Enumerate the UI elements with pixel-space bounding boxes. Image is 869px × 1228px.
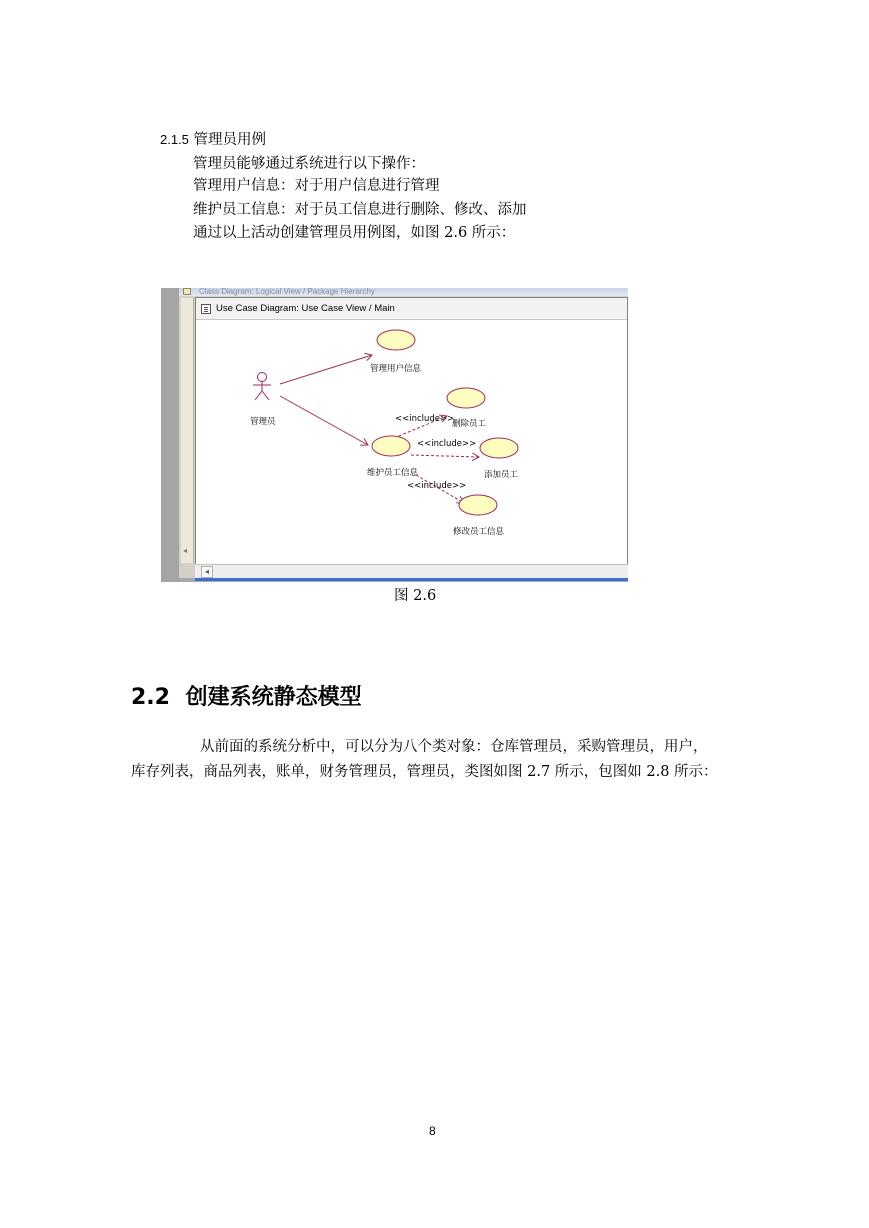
include-label: <<include>>	[407, 481, 467, 491]
include-label: <<include>>	[417, 439, 477, 449]
use-case-label: 管理用户信息	[370, 364, 422, 374]
class-diagram-icon	[183, 288, 191, 295]
use-case-add-staff[interactable]	[480, 438, 518, 458]
horizontal-scrollbar[interactable]	[195, 564, 628, 579]
section-heading	[131, 680, 362, 711]
association-line	[280, 396, 368, 445]
window-title-bar	[196, 298, 627, 320]
figure-screenshot	[161, 288, 628, 582]
paragraph-line: 库存列表，商品列表，账单，财务管理员，管理员，类图如图 2.7 所示，包图如 2.8 所示：	[131, 764, 718, 780]
taskbar-edge	[195, 578, 628, 581]
scroll-left-icon[interactable]: ◂	[201, 566, 213, 578]
figure-caption-text: 图 2.6	[394, 588, 437, 604]
window-title: Use Case Diagram: Use Case View / Main	[216, 303, 395, 314]
use-case-maintain-staff[interactable]	[372, 436, 410, 456]
page-number: 8	[429, 1124, 436, 1138]
use-case-manage-user[interactable]	[377, 330, 415, 350]
paragraph-line: 管理用户信息：对于用户信息进行管理	[193, 178, 440, 194]
diagram-icon	[201, 304, 211, 314]
use-case-label: 修改员工信息	[453, 527, 505, 537]
paragraph-line: 维护员工信息：对于员工信息进行删除、修改、添加	[193, 202, 527, 218]
screenshot-left-panel	[161, 288, 179, 582]
subsection-heading	[160, 128, 266, 152]
background-window-title	[179, 288, 628, 296]
actor-figure[interactable]	[253, 373, 271, 401]
background-window-title-text: Class Diagram: Logical View / Package Hierarchy	[199, 288, 375, 296]
figure-caption	[394, 584, 436, 608]
use-case-label: 维护员工信息	[367, 468, 419, 478]
background-scrollbar[interactable]	[181, 298, 194, 563]
actor-label: 管理员	[250, 417, 276, 427]
use-case-diagram-window	[195, 297, 628, 574]
use-case-diagram	[196, 320, 628, 574]
section-title: 创建系统静态模型	[185, 685, 362, 710]
include-label: <<include>>	[395, 414, 455, 424]
section-number: 2.2	[131, 685, 170, 710]
paragraph-line: 从前面的系统分析中，可以分为八个类对象：仓库管理员，采购管理员，用户，	[200, 739, 708, 755]
paragraph-line: 管理员能够通过系统进行以下操作：	[193, 156, 425, 172]
scroll-left-arrow-icon[interactable]: ◂	[183, 546, 188, 555]
association-line	[280, 355, 372, 384]
include-line	[411, 455, 479, 457]
use-case-label: 添加员工	[484, 470, 519, 480]
subsection-number: 2.1.5	[160, 132, 189, 147]
use-case-delete-staff[interactable]	[447, 388, 485, 408]
use-case-modify-staff[interactable]	[459, 495, 497, 515]
use-case-label: 删除员工	[452, 419, 487, 429]
subsection-title: 管理员用例	[193, 132, 267, 148]
paragraph-line: 通过以上活动创建管理员用例图，如图 2.6 所示：	[193, 225, 516, 241]
